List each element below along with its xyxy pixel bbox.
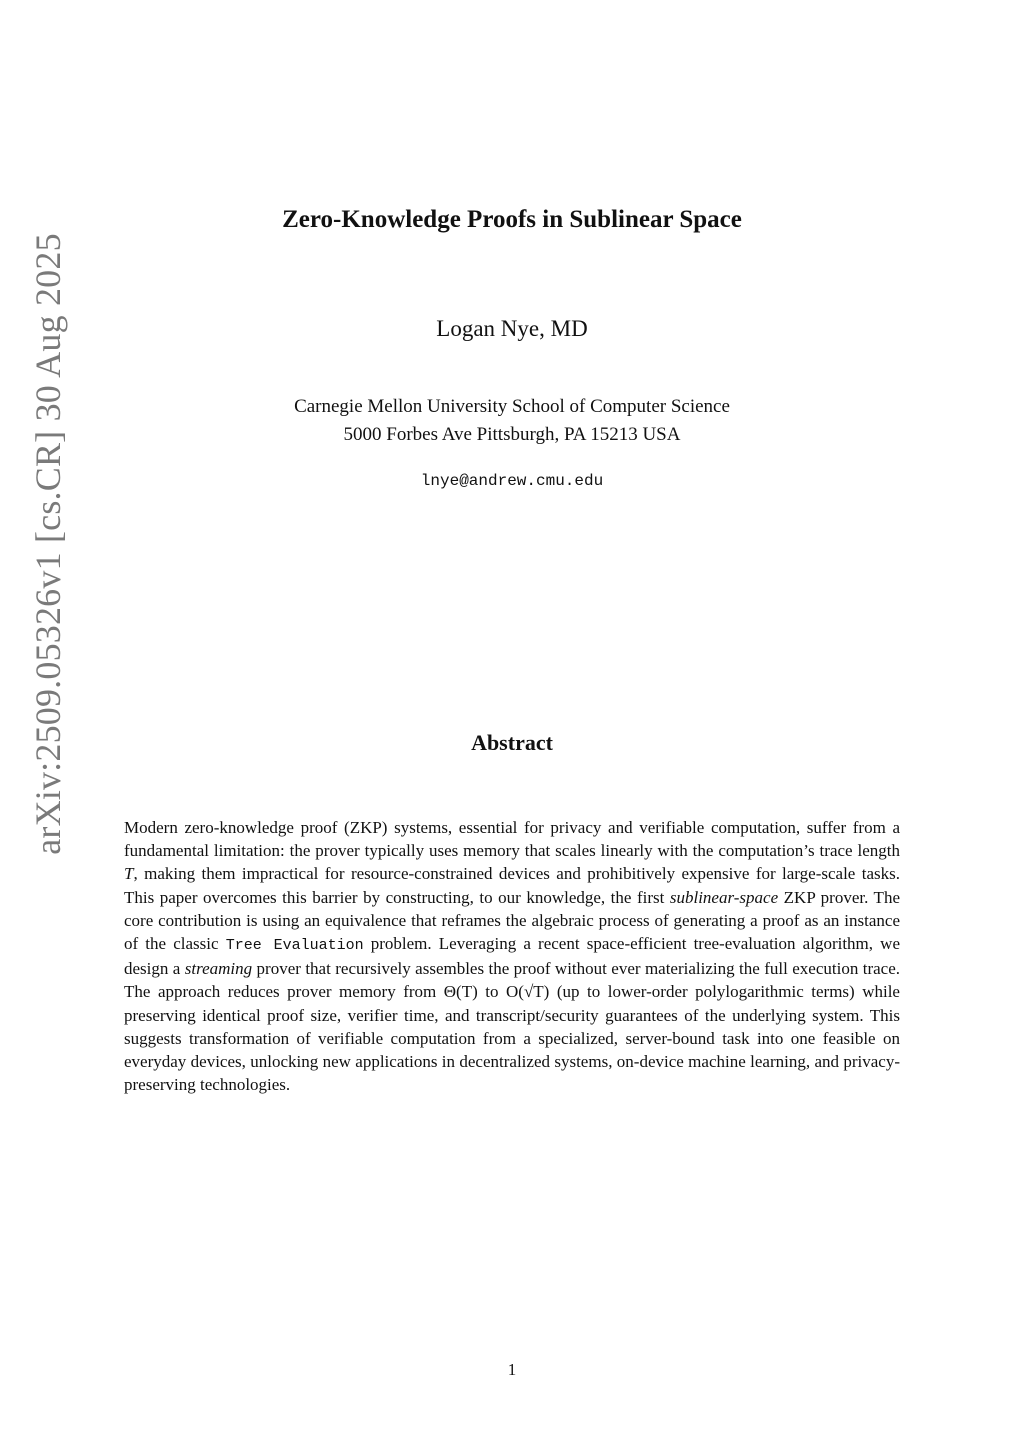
- abstract-text-5: prover that recursively assembles the proof without ever materializing the full execution trace. The approach reduces prover memory from: [124, 959, 900, 1002]
- abstract-text-1: Modern zero-knowledge proof (ZKP) systems, essential for privacy and verifiable computation, suffer from a fundamental limitation: the prover typically uses memory that scales linearly with the computation’s trace length: [124, 818, 900, 861]
- abstract-text-2: , making them impractical for resource-constrained devices and prohibitively expensive for large-scale tasks. This paper overcomes this barrier by constructing, to our knowledge, the first: [124, 864, 900, 907]
- affiliation-line-1: Carnegie Mellon University School of Computer Science: [294, 396, 730, 417]
- page-number: 1: [507, 1360, 517, 1379]
- abstract-text-7: (up to lower-order polylogarithmic terms) while preserving identical proof size, verifier time, and transcript/security guarantees of the underlying system. This suggests transformation of verifiable computation from a specialized, server-bound task into one feasible on everyday devices, unlocking new applications in decentralized systems, on-device machine learning, and privacy-preserving technologies.: [124, 982, 900, 1095]
- abstract-text-6: to: [477, 982, 507, 1002]
- abstract-body: [124, 816, 900, 1096]
- abstract-em-sublinear: sublinear-space: [669, 887, 779, 907]
- abstract-mono-tree-evaluation: Tree Evaluation: [225, 937, 364, 955]
- abstract-math-theta: Θ(T): [443, 982, 478, 1002]
- abstract-math-o: O(√T): [506, 982, 550, 1002]
- arxiv-side-stamp: arXiv:2509.05326v1 [cs.CR] 30 Aug 2025: [28, 233, 68, 855]
- affiliation-block: [0, 393, 1024, 449]
- abstract-text-4: problem. Leveraging a recent space-efficient tree-evaluation algorithm, we design a: [124, 934, 900, 979]
- author-email[interactable]: lnye@andrew.cmu.edu: [420, 472, 604, 490]
- abstract-heading: Abstract: [471, 730, 553, 755]
- abstract-em-streaming: streaming: [184, 959, 253, 979]
- paper-title: Zero-Knowledge Proofs in Sublinear Space: [282, 206, 742, 233]
- affiliation-line-2: 5000 Forbes Ave Pittsburgh, PA 15213 USA: [343, 424, 681, 445]
- abstract-text-3: ZKP prover. The core contribution is using an equivalence that reframes the algebraic process of generating a proof as an instance of the classic: [124, 887, 900, 954]
- author-name: Logan Nye, MD: [436, 316, 588, 341]
- abstract-var-t: T: [124, 864, 134, 884]
